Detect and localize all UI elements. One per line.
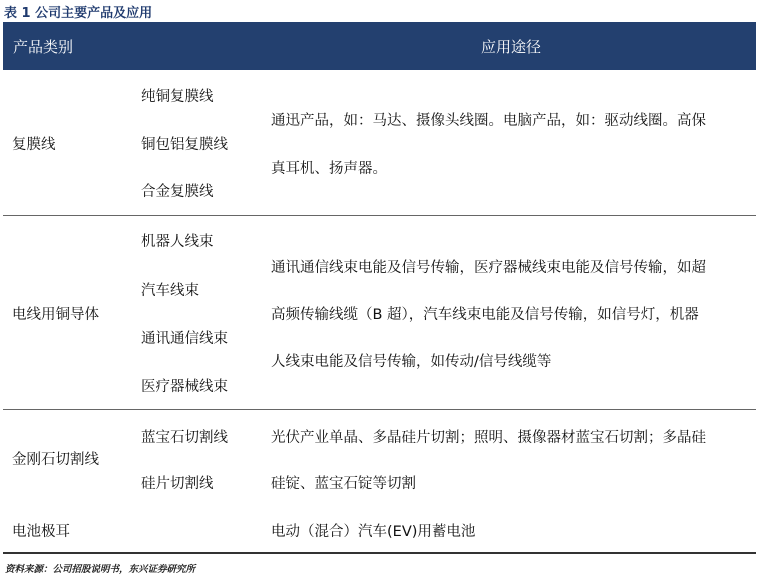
application-line: 硅锭、蓝宝石锭等切割: [271, 476, 416, 492]
product-item: 通讯通信线束: [141, 331, 228, 347]
product-item: 铜包铝复膜线: [141, 137, 228, 153]
row-category: 复膜线: [12, 137, 56, 153]
application-line: 通讯通信线束电能及信号传输，医疗器械线束电能及信号传输，如超: [271, 260, 706, 276]
row-divider: [3, 215, 756, 216]
product-item: 汽车线束: [141, 283, 199, 299]
application-line: 高频传输线缆（B 超），汽车线束电能及信号传输，如信号灯，机器: [271, 307, 699, 323]
product-item: 硅片切割线: [141, 476, 214, 492]
row-category: 电线用铜导体: [12, 307, 99, 323]
table-bottom-rule: [3, 552, 756, 554]
application-line: 光伏产业单晶、多晶硅片切割；照明、摄像器材蓝宝石切割；多晶硅: [271, 430, 706, 446]
product-item: 合金复膜线: [141, 184, 214, 200]
header-category: 产品类别: [13, 38, 74, 56]
product-item: 蓝宝石切割线: [141, 430, 228, 446]
application-line: 人线束电能及信号传输，如传动/信号线缆等: [271, 354, 552, 370]
application-line: 通迅产品，如：马达、摄像头线圈。电脑产品，如：驱动线圈。高保: [271, 113, 706, 129]
row-divider: [3, 409, 756, 410]
row-category: 电池极耳: [12, 524, 70, 540]
header-application: 应用途径: [481, 38, 542, 56]
source-note: 资料来源：公司招股说明书，东兴证券研究所: [5, 564, 196, 575]
product-item: 医疗器械线束: [141, 379, 228, 395]
row-category: 金刚石切割线: [12, 452, 99, 468]
table-header: [3, 22, 756, 70]
table-title: 表 1 公司主要产品及应用: [4, 6, 153, 21]
application-line: 电动（混合）汽车(EV)用蓄电池: [271, 524, 476, 540]
product-item: 机器人线束: [141, 234, 214, 250]
product-item: 纯铜复膜线: [141, 89, 214, 105]
application-line: 真耳机、扬声器。: [271, 161, 387, 177]
